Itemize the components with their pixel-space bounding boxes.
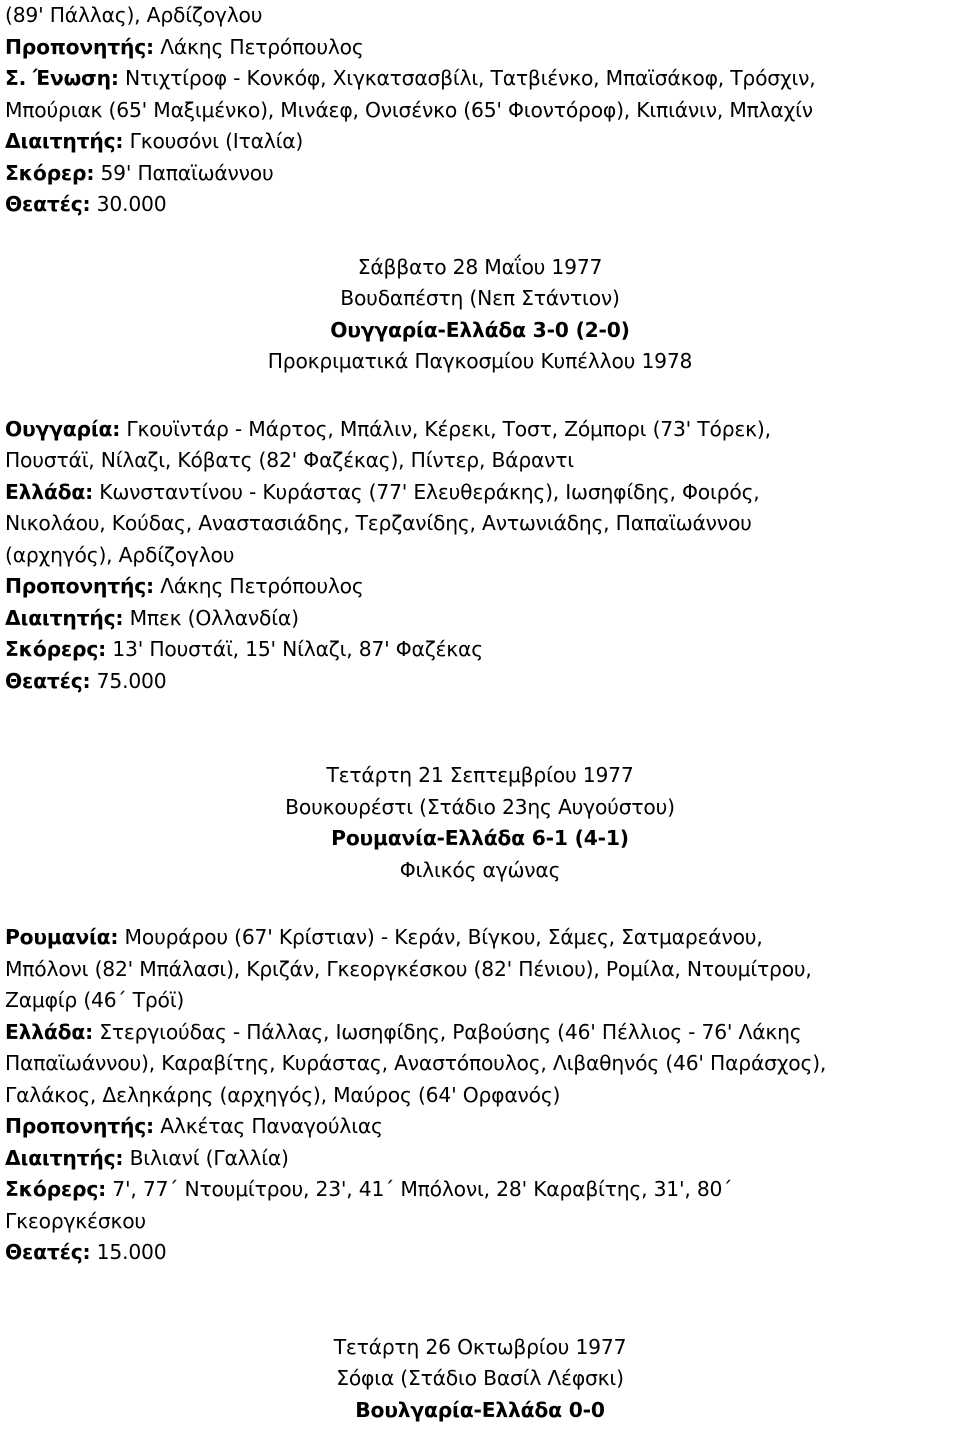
previous-match-report <box>5 0 955 221</box>
coach-value: Αλκέτας Παναγούλιας <box>153 1114 383 1138</box>
attendance-label: Θεατές: <box>5 192 91 216</box>
home-team-label: Ρουμανία: <box>5 925 119 949</box>
away-lineup: Κωνσταντίνου - Κυράστας (77' Ελευθεράκης), Ιωσηφίδης, Φοιρός, <box>93 479 760 504</box>
scorers-line <box>5 1174 955 1206</box>
team-lineup-line <box>5 63 955 95</box>
match-venue: Σόφια (Στάδιο Βασίλ Λέφσκι) <box>336 1366 624 1390</box>
coach-value: Λάκης Πετρόπουλος <box>153 34 364 59</box>
home-lineup-line: Ζαμφίρ (46΄ Τρόϊ) <box>5 988 185 1012</box>
scorers-value: 13' Πουστάϊ, 15' Νίλαζι, 87' Φαζέκας <box>106 637 483 661</box>
attendance-label: Θεατές: <box>5 1240 91 1264</box>
home-lineup-line <box>5 922 955 954</box>
home-lineup: Μουράρου (67' Κρίστιαν) - Κεράν, Βίγκου, Σάμες, Σατμαρεάνου, <box>118 925 763 949</box>
match-venue: Βουκουρέστι (Στάδιο 23ης Αυγούστου) <box>285 794 675 819</box>
coach-line <box>5 571 955 603</box>
coach-line <box>5 1111 955 1143</box>
scorer-label: Σκόρερ: <box>5 160 95 185</box>
home-lineup-line <box>5 414 955 446</box>
referee-line <box>5 126 955 158</box>
away-lineup-line: Γαλάκος, Δεληκάρης (αρχηγός), Μαύρος (64' Ορφανός) <box>5 1082 561 1107</box>
referee-label: Διαιτητής: <box>5 1145 124 1170</box>
match-competition: Φιλικός αγώνας <box>399 857 561 882</box>
away-team-label: Ελλάδα: <box>5 479 94 504</box>
match-competition: Προκριματικά Παγκοσμίου Κυπέλλου 1978 <box>267 349 693 373</box>
referee-line <box>5 1143 955 1175</box>
referee-label: Διαιτητής: <box>5 129 124 153</box>
match-result: Βουλγαρία-Ελλάδα 0-0 <box>355 1397 605 1422</box>
match-date: Σάββατο 28 Μαΐου 1977 <box>357 254 603 279</box>
match-report-bulgaria-greece <box>5 1332 955 1427</box>
attendance-value: 15.000 <box>90 1240 167 1264</box>
match-venue: Βουδαπέστη (Νεπ Στάντιον) <box>340 286 620 310</box>
scorer-value: 59' Παπαϊωάννου <box>94 160 274 185</box>
team-lineup-line: Μπούριακ (65' Μαξιμένκο), Μινάεφ, Ονισένκο (65' Φιοντόροφ), Κιπιάνιν, Μπλαχίν <box>5 97 813 122</box>
scorer-line <box>5 158 955 190</box>
away-lineup-line <box>5 477 955 509</box>
scorers-value: 7', 77΄ Ντουμίτρου, 23', 41΄ Μπόλονι, 28' Καραβίτης, 31', 80΄ <box>106 1177 733 1201</box>
match-report-romania-greece <box>5 760 955 1269</box>
referee-line <box>5 603 955 635</box>
referee-value: Βιλιανί (Γαλλία) <box>123 1145 289 1170</box>
document-page <box>5 0 955 1426</box>
home-lineup-line: Μπόλονι (82' Μπάλασι), Κριζάν, Γκεοργκέσκου (82' Πένιου), Ρομίλα, Ντουμίτρου, <box>5 956 812 981</box>
coach-value: Λάκης Πετρόπουλος <box>153 574 364 598</box>
attendance-line <box>5 666 955 698</box>
home-lineup-line: Πουστάϊ, Νίλαζι, Κόβατς (82' Φαζέκας), Πίντερ, Βάραντι <box>5 448 574 472</box>
match-date: Τετάρτη 21 Σεπτεμβρίου 1977 <box>326 763 634 787</box>
away-lineup-line <box>5 1017 955 1049</box>
attendance-label: Θεατές: <box>5 668 91 693</box>
referee-label: Διαιτητής: <box>5 605 124 630</box>
referee-value: Γκουσόνι (Ιταλία) <box>123 129 304 153</box>
lineup-continuation: (89' Πάλλας), Αρδίζογλου <box>5 3 263 27</box>
home-team-label: Ουγγαρία: <box>5 416 121 441</box>
scorers-line: Γκεοργκέσκου <box>5 1208 146 1233</box>
coach-label: Προπονητής: <box>5 574 154 598</box>
match-result: Ρουμανία-Ελλάδα 6-1 (4-1) <box>331 826 629 850</box>
coach-line <box>5 32 955 64</box>
team-label: Σ. Ένωση: <box>5 66 119 90</box>
away-lineup-line: Παπαϊωάννου), Καραβίτης, Κυράστας, Αναστόπουλος, Λιβαθηνός (46' Παράσχος), <box>5 1051 827 1075</box>
attendance-value: 75.000 <box>90 668 167 693</box>
match-date: Τετάρτη 26 Οκτωβρίου 1977 <box>333 1334 627 1359</box>
home-lineup: Γκουϊντάρ - Μάρτος, Μπάλιν, Κέρεκι, Τοστ, Ζόμπορι (73' Τόρεκ), <box>120 416 771 441</box>
attendance-line <box>5 1237 955 1269</box>
scorers-label: Σκόρερς: <box>5 637 107 661</box>
coach-label: Προπονητής: <box>5 1114 154 1138</box>
scorers-label: Σκόρερς: <box>5 1177 107 1201</box>
away-lineup-line: (αρχηγός), Αρδίζογλου <box>5 542 235 567</box>
attendance-line <box>5 189 955 221</box>
attendance-value: 30.000 <box>90 192 167 216</box>
away-team-label: Ελλάδα: <box>5 1019 94 1044</box>
match-result: Ουγγαρία-Ελλάδα 3-0 (2-0) <box>330 317 630 342</box>
team-lineup: Ντιχτίροφ - Κονκόφ, Χιγκατσασβίλι, Τατβιένκο, Μπαϊσάκοφ, Τρόσχιν, <box>118 66 816 90</box>
away-lineup: Στεργιούδας - Πάλλας, Ιωσηφίδης, Ραβούσης (46' Πέλλιος - 76' Λάκης <box>93 1019 802 1044</box>
coach-label: Προπονητής: <box>5 34 154 59</box>
scorers-line <box>5 634 955 666</box>
match-report-hungary-greece <box>5 252 955 698</box>
away-lineup-line: Νικολάου, Κούδας, Αναστασιάδης, Τερζανίδης, Αντωνιάδης, Παπαϊωάννου <box>5 511 752 535</box>
referee-value: Μπεκ (Ολλανδία) <box>123 605 299 630</box>
